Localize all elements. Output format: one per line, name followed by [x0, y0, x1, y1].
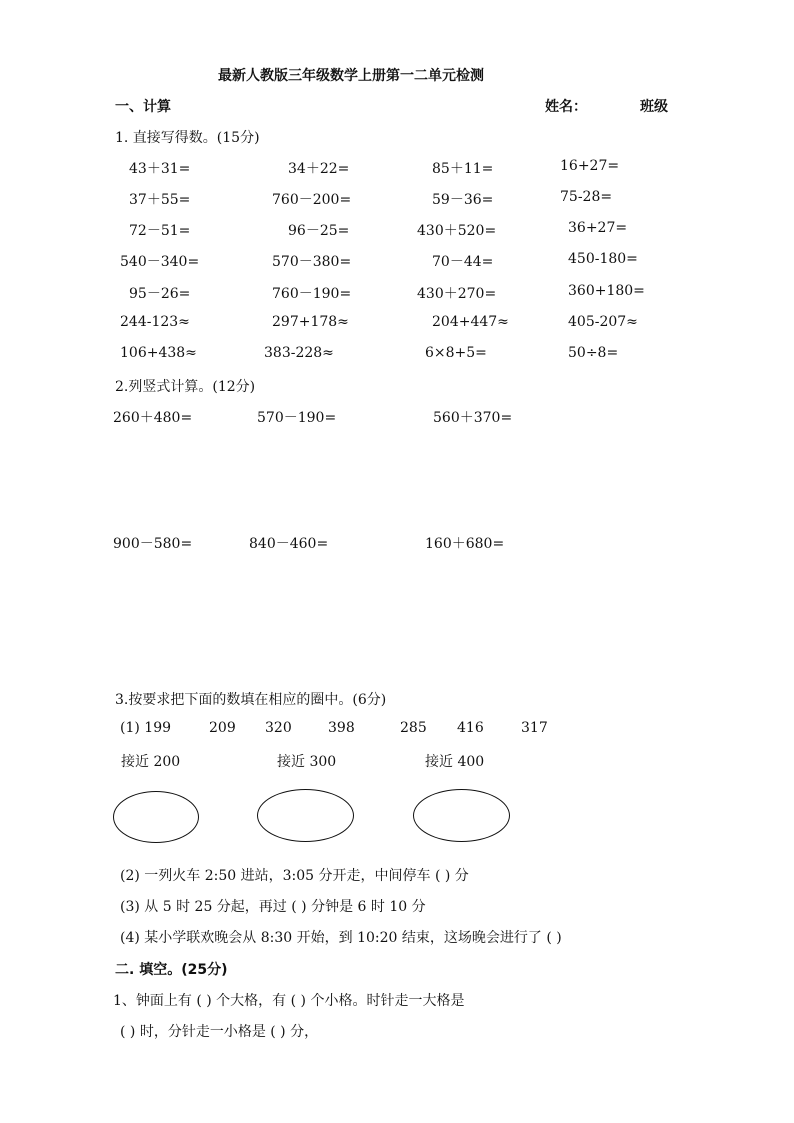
section-heading-calc: 一、计算	[115, 99, 171, 115]
q1-item: 430＋270=	[417, 286, 497, 302]
q2-item: 160＋680=	[425, 536, 505, 552]
q1-item: 70－44=	[432, 254, 494, 270]
q1-item: 760－200=	[272, 192, 352, 208]
q1-item: 450-180=	[568, 251, 638, 267]
q1-item: 570－380=	[272, 254, 352, 270]
fill-question-line2: ( ) 时，分针走一小格是 ( ) 分，	[120, 1024, 319, 1040]
q1-item: 50÷8=	[568, 345, 619, 361]
near-400-label: 接近 400	[425, 754, 485, 770]
near-200-label: 接近 200	[121, 754, 181, 770]
q1-item: 37＋55=	[129, 192, 191, 208]
q2-item: 570－190=	[257, 410, 337, 426]
answer-oval-400[interactable]	[413, 789, 510, 842]
q1-item: 244-123≈	[120, 314, 190, 330]
q1-item: 96－25=	[288, 223, 350, 239]
q3-heading: 3.按要求把下面的数填在相应的圈中。(6分)	[115, 692, 387, 708]
q2-item: 260＋480=	[113, 410, 193, 426]
class-label: 班级	[640, 99, 668, 115]
q1-item: 383-228≈	[264, 345, 334, 361]
q3-part3: (3) 从 5 时 25 分起，再过 ( ) 分钟是 6 时 10 分	[120, 899, 426, 915]
q3-number: 416	[457, 720, 484, 736]
q1-item: 297+178≈	[272, 314, 349, 330]
q2-item: 840－460=	[249, 536, 329, 552]
q1-item: 360+180=	[568, 283, 645, 299]
q1-item: 95－26=	[129, 286, 191, 302]
name-label: 姓名：	[545, 99, 587, 115]
q3-part2: (2) 一列火车 2:50 进站，3:05 分开走，中间停车 ( ) 分	[120, 868, 469, 884]
q2-heading: 2.列竖式计算。(12分)	[115, 379, 256, 395]
section-heading-fill: 二. 填空。(25分)	[115, 962, 228, 978]
q1-item: 85＋11=	[432, 161, 494, 177]
q1-item: 405-207≈	[568, 314, 638, 330]
q1-item: 75-28=	[560, 189, 613, 205]
q2-item: 560＋370=	[433, 410, 513, 426]
q3-numbers-label: (1) 199	[120, 720, 172, 736]
q1-heading: 1. 直接写得数。(15分)	[115, 130, 260, 146]
q1-item: 36+27=	[568, 220, 628, 236]
q1-item: 760－190=	[272, 286, 352, 302]
q1-item: 16+27=	[560, 158, 620, 174]
q3-number: 398	[328, 720, 355, 736]
q1-item: 72－51=	[129, 223, 191, 239]
q3-number: 209	[209, 720, 236, 736]
q3-part4: (4) 某小学联欢晚会从 8:30 开始，到 10:20 结束，这场晚会进行了 ( )	[120, 930, 562, 946]
q2-item: 900－580=	[113, 536, 193, 552]
page-title: 最新人教版三年级数学上册第一二单元检测	[218, 68, 484, 84]
q1-item: 430＋520=	[417, 223, 497, 239]
q1-item: 540－340=	[120, 254, 200, 270]
q3-number: 317	[521, 720, 548, 736]
q1-item: 106+438≈	[120, 345, 197, 361]
fill-question-line1: 1、钟面上有 ( ) 个大格，有 ( ) 个小格。时针走一大格是	[113, 993, 465, 1009]
q3-number: 285	[400, 720, 427, 736]
q1-item: 59－36=	[432, 192, 494, 208]
q1-item: 6×8+5=	[425, 345, 487, 361]
near-300-label: 接近 300	[277, 754, 337, 770]
q1-item: 204+447≈	[432, 314, 509, 330]
q3-number: 320	[265, 720, 292, 736]
q1-item: 43＋31=	[129, 161, 191, 177]
answer-oval-200[interactable]	[113, 791, 199, 843]
q1-item: 34＋22=	[288, 161, 350, 177]
answer-oval-300[interactable]	[257, 789, 354, 842]
